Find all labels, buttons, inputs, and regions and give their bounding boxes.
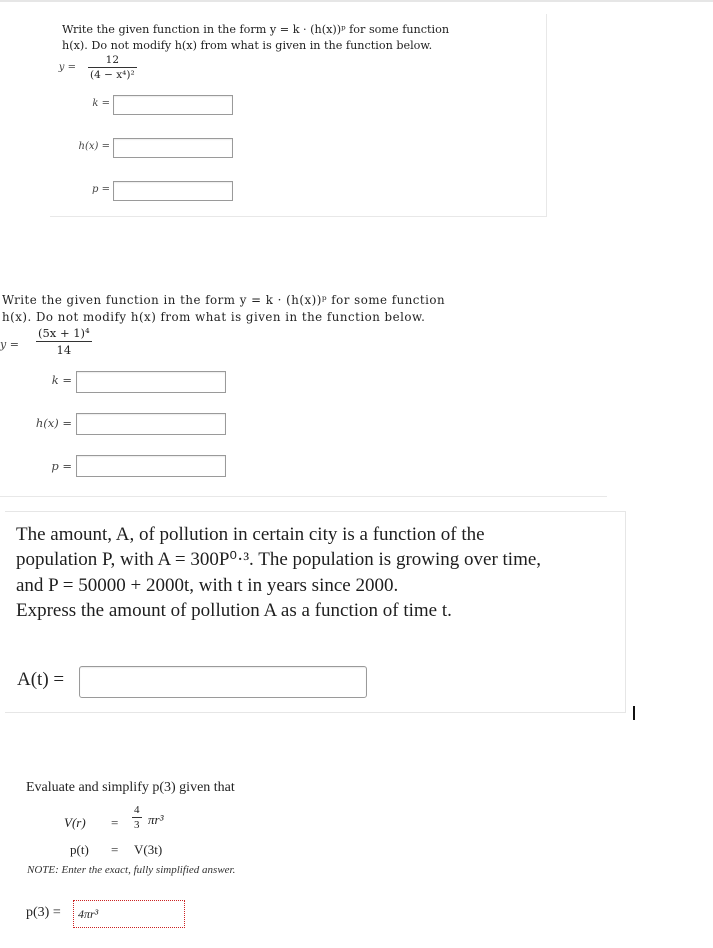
- v-definition-rest: πr³: [148, 812, 164, 827]
- question-4-answer-label: p(3) =: [26, 905, 61, 920]
- question-card-2: [0, 286, 607, 497]
- question-1-fraction: [88, 54, 137, 81]
- question-2-y-label: y =: [0, 338, 19, 351]
- text-cursor: [633, 706, 635, 720]
- question-4-prompt: Evaluate and simplify p(3) given that: [26, 780, 235, 795]
- answer-note: NOTE: Enter the exact, fully simplified answer.: [27, 864, 236, 876]
- v-fraction-numerator: 4: [134, 804, 140, 816]
- question-1-line-2: h(x). Do not modify h(x) from what is given in the function below.: [62, 38, 433, 52]
- v-definition-fraction: [132, 804, 142, 831]
- question-2-k-label: k =: [51, 373, 72, 387]
- question-1-denominator: (4 − x⁴)²: [90, 69, 135, 81]
- question-4-answer-input[interactable]: 4πr³: [73, 900, 185, 928]
- question-3-line-4: Express the amount of pollution A as a function of time t.: [16, 599, 452, 621]
- question-1-h-input[interactable]: [113, 138, 233, 158]
- question-1-k-input[interactable]: [113, 95, 233, 115]
- question-card-4: [22, 768, 352, 938]
- question-1-line-1: Write the given function in the form y = k · (h(x))ᵖ for some function: [62, 23, 450, 36]
- question-1-h-label: h(x) =: [78, 141, 110, 152]
- p-definition-equals: =: [111, 842, 119, 857]
- v-definition-lhs: V(r): [64, 815, 86, 830]
- question-3-text: [16, 522, 626, 623]
- question-3-line-2: population P, with A = 300P⁰·³. The population is growing over time,: [16, 549, 542, 571]
- question-2-denominator: 14: [36, 341, 92, 357]
- question-2-fraction: [36, 326, 92, 357]
- question-2-k-input[interactable]: [76, 371, 226, 393]
- question-1-y-label: y =: [58, 62, 76, 73]
- question-3-answer-label: A(t) =: [17, 669, 65, 690]
- question-2-numerator: (5x + 1)⁴: [38, 326, 90, 340]
- p-definition-rhs: V(3t): [134, 842, 163, 857]
- top-divider: [0, 0, 713, 2]
- question-1-k-label: k =: [92, 98, 110, 109]
- question-3-line-3: and P = 50000 + 2000t, with t in years since 2000.: [16, 574, 399, 596]
- question-1-text: [62, 22, 548, 54]
- question-card-1: [50, 14, 547, 217]
- question-3-answer-input[interactable]: [79, 666, 367, 698]
- question-2-h-input[interactable]: [76, 413, 226, 435]
- p-definition-lhs: p(t): [70, 842, 89, 857]
- question-2-line-2: h(x). Do not modify h(x) from what is given in the function below.: [2, 309, 426, 324]
- question-2-line-1: Write the given function in the form y = k · (h(x))ᵖ for some function: [2, 293, 446, 307]
- question-1-numerator: 12: [105, 54, 120, 66]
- v-fraction-denominator: 3: [134, 819, 140, 831]
- question-3-line-1: The amount, A, of pollution in certain city is a function of the: [16, 524, 485, 545]
- question-2-p-input[interactable]: [76, 455, 226, 477]
- question-2-text: [2, 292, 607, 326]
- question-2-p-label: p =: [51, 459, 72, 473]
- question-2-h-label: h(x) =: [35, 416, 72, 430]
- question-1-p-label: p =: [92, 184, 110, 195]
- question-card-3: [5, 511, 626, 713]
- question-1-p-input[interactable]: [113, 181, 233, 201]
- v-definition-equals: =: [111, 815, 119, 830]
